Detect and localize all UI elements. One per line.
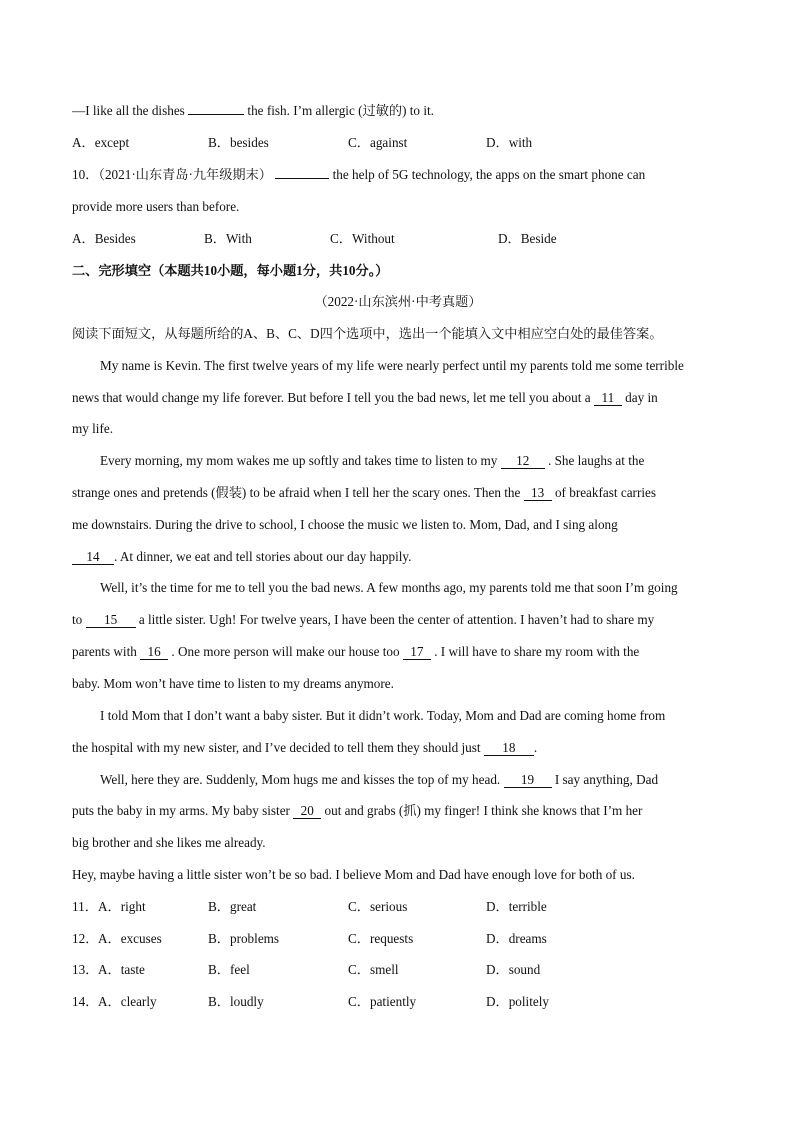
q9-option-a: A．except bbox=[72, 135, 130, 150]
passage-text: to bbox=[72, 612, 83, 627]
passage-text: . At dinner, we eat and tell stories about our day happily. bbox=[114, 549, 412, 564]
passage-text: . She laughs at the bbox=[548, 453, 645, 468]
section-title: 二、完形填空（本题共10小题，每小题1分，共10分。） bbox=[72, 263, 389, 278]
passage-text: news that would change my life forever. But before I tell you the bad news, let me tell you about a bbox=[72, 390, 591, 405]
passage-text: Well, here they are. Suddenly, Mom hugs me and kisses the top of my head. bbox=[100, 772, 501, 787]
passage-p6: Hey, maybe having a little sister won’t be so bad. I believe Mom and Dad have enough love for both of us. bbox=[72, 867, 635, 882]
section-instruction: 阅读下面短文，从每题所给的A、B、C、D四个选项中，选出一个能填入文中相应空白处的最佳答案。 bbox=[72, 326, 663, 341]
q10-stem bbox=[72, 166, 645, 184]
passage-text: Every morning, my mom wakes me up softly and takes time to listen to my bbox=[100, 453, 498, 468]
passage-p1-line3: my life. bbox=[72, 421, 114, 436]
passage-p5-line2 bbox=[72, 802, 642, 820]
q9-stem-part-b: the fish. I’m allergic (过敏的) to it. bbox=[247, 103, 434, 118]
q9-option-d: D．with bbox=[486, 135, 533, 150]
q9-stem bbox=[72, 102, 434, 120]
passage-text: a little sister. Ugh! For twelve years, I have been the center of attention. I haven’t had to share my bbox=[138, 612, 655, 627]
option-a: A．excuses bbox=[98, 931, 162, 946]
q10-option-d: D．Beside bbox=[498, 231, 557, 246]
q9-option-b: B．besides bbox=[208, 135, 269, 150]
passage-text: . bbox=[533, 740, 538, 755]
question-number: 13． bbox=[72, 962, 99, 977]
passage-p3-line3 bbox=[72, 643, 639, 661]
passage-p3-line1: Well, it’s the time for me to tell you the bad news. A few months ago, my parents told me that soon I’m going bbox=[100, 580, 678, 595]
option-d: D．sound bbox=[486, 962, 541, 977]
option-c: C．serious bbox=[348, 899, 408, 914]
option-d: D．dreams bbox=[486, 931, 547, 946]
blank-20: 20 bbox=[293, 804, 321, 819]
passage-p5-line1 bbox=[100, 771, 658, 789]
q9-stem-part-a: —I like all the dishes bbox=[72, 103, 185, 118]
blank-11: 11 bbox=[594, 391, 622, 406]
blank-12: 12 bbox=[501, 454, 545, 469]
option-a: A．clearly bbox=[98, 994, 157, 1009]
passage-text: . I will have to share my room with the bbox=[434, 644, 640, 659]
option-c: C．smell bbox=[348, 962, 399, 977]
blank-16: 16 bbox=[140, 645, 168, 660]
passage-text: I say anything, Dad bbox=[554, 772, 659, 787]
passage-p1-line1: My name is Kevin. The first twelve years of my life were nearly perfect until my parents told me some terrible bbox=[100, 358, 684, 373]
option-c: C．requests bbox=[348, 931, 414, 946]
blank-19: 19 bbox=[504, 773, 552, 788]
option-d: D．politely bbox=[486, 994, 550, 1009]
blank-18: 18 bbox=[484, 741, 534, 756]
option-a: A．taste bbox=[98, 962, 145, 977]
question-number: 14． bbox=[72, 994, 99, 1009]
q10-option-c: C．Without bbox=[330, 231, 395, 246]
blank-13: 13 bbox=[524, 486, 552, 501]
passage-text: day in bbox=[625, 390, 658, 405]
q10-stem-part-a: 10．（2021·山东青岛·九年级期末） bbox=[72, 167, 272, 182]
passage-text: out and grabs (抓) my finger! I think she knows that I’m her bbox=[324, 803, 643, 818]
option-d: D．terrible bbox=[486, 899, 547, 914]
q10-stem-part-b: the help of 5G technology, the apps on the smart phone can bbox=[332, 167, 646, 182]
q10-blank bbox=[275, 178, 329, 179]
question-number: 11． bbox=[72, 899, 98, 914]
passage-text: of breakfast carries bbox=[554, 485, 656, 500]
question-number: 12． bbox=[72, 931, 99, 946]
passage-p2-line4 bbox=[72, 548, 411, 566]
passage-p3-line2 bbox=[72, 611, 654, 629]
passage-p4-line1: I told Mom that I don’t want a baby sister. But it didn’t work. Today, Mom and Dad are coming home from bbox=[100, 708, 666, 723]
passage-p3-line4: baby. Mom won’t have time to listen to my dreams anymore. bbox=[72, 676, 394, 691]
passage-text: puts the baby in my arms. My baby sister bbox=[72, 803, 290, 818]
option-b: B．great bbox=[208, 899, 257, 914]
option-b: B．loudly bbox=[208, 994, 264, 1009]
section-source: （2022·山东滨州·中考真题） bbox=[314, 294, 482, 309]
passage-text: the hospital with my new sister, and I’ve decided to tell them they should just bbox=[72, 740, 481, 755]
q10-option-b: B．With bbox=[204, 231, 252, 246]
q9-option-c: C．against bbox=[348, 135, 408, 150]
passage-p2-line2 bbox=[72, 484, 656, 502]
option-c: C．patiently bbox=[348, 994, 417, 1009]
q10-stem-continued: provide more users than before. bbox=[72, 199, 240, 214]
passage-text: . One more person will make our house too bbox=[171, 644, 400, 659]
blank-15: 15 bbox=[86, 613, 136, 628]
passage-p5-line3: big brother and she likes me already. bbox=[72, 835, 266, 850]
passage-text: parents with bbox=[72, 644, 137, 659]
passage-p2-line1 bbox=[100, 452, 644, 470]
passage-p4-line2 bbox=[72, 739, 537, 757]
option-b: B．feel bbox=[208, 962, 250, 977]
q9-blank bbox=[188, 114, 244, 115]
blank-14: 14 bbox=[72, 550, 114, 565]
option-b: B．problems bbox=[208, 931, 280, 946]
passage-p2-line3: me downstairs. During the drive to school, I choose the music we listen to. Mom, Dad, and I sing along bbox=[72, 517, 618, 532]
passage-text: strange ones and pretends (假装) to be afraid when I tell her the scary ones. Then the bbox=[72, 485, 521, 500]
option-a: A．right bbox=[98, 899, 146, 914]
blank-17: 17 bbox=[403, 645, 431, 660]
passage-p1-line2 bbox=[72, 389, 658, 407]
q10-option-a: A．Besides bbox=[72, 231, 136, 246]
